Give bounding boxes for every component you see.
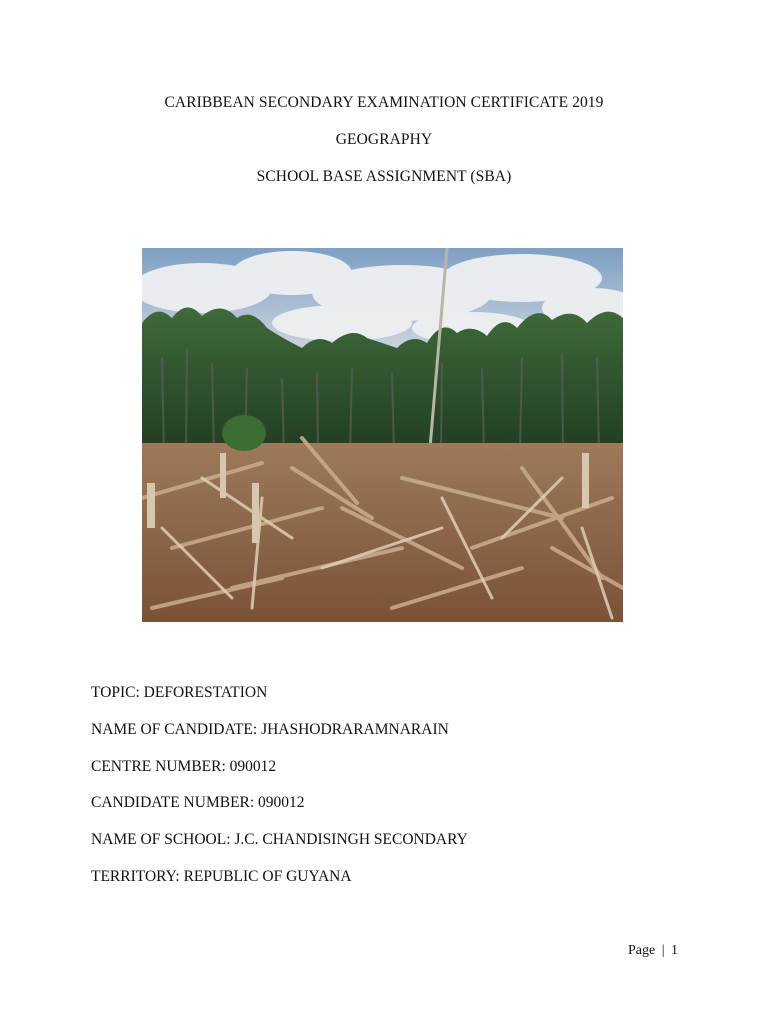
candidate-number-line: CANDIDATE NUMBER: 090012 — [91, 794, 305, 811]
page-label: Page — [627, 943, 656, 958]
territory-line: TERRITORY: REPUBLIC OF GUYANA — [91, 868, 352, 885]
candidate-name-line: NAME OF CANDIDATE: JHASHODRARAMNARAIN — [91, 721, 449, 738]
exam-title: CARIBBEAN SECONDARY EXAMINATION CERTIFICATE 2019 — [164, 94, 604, 111]
subject-title: GEOGRAPHY — [335, 131, 433, 148]
topic-line: TOPIC: DEFORESTATION — [91, 684, 268, 701]
page-number: 1 — [671, 943, 678, 958]
deforestation-photo — [142, 248, 623, 622]
centre-number-line: CENTRE NUMBER: 090012 — [91, 758, 277, 775]
page-separator: | — [661, 943, 665, 958]
school-name-line: NAME OF SCHOOL: J.C. CHANDISINGH SECONDARY — [91, 831, 468, 848]
assignment-title: SCHOOL BASE ASSIGNMENT (SBA) — [256, 168, 512, 185]
page-footer — [628, 943, 678, 959]
